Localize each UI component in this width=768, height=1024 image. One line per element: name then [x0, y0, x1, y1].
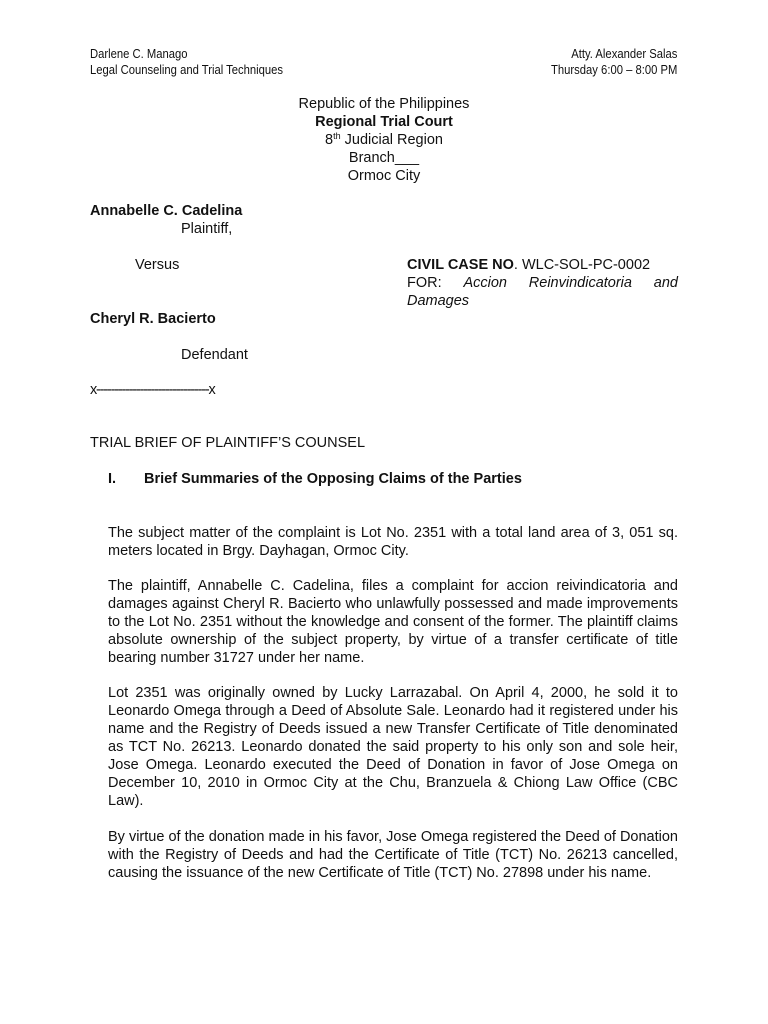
- header-instructor: Atty. Alexander Salas: [570, 47, 677, 61]
- case-for-line: [407, 274, 678, 292]
- court-region-suffix: th: [333, 131, 341, 141]
- plaintiff-name: Annabelle C. Cadelina: [90, 203, 243, 219]
- brief-title: TRIAL BRIEF OF PLAINTIFF’S COUNSEL: [90, 435, 366, 451]
- court-region-number: 8: [325, 132, 334, 148]
- court-region: [0, 131, 768, 149]
- header-schedule: Thursday 6:00 – 8:00 PM: [550, 63, 677, 77]
- section-number: I.: [108, 471, 117, 487]
- case-for-word-1: Accion: [463, 275, 507, 291]
- case-for-word-3: and: [653, 275, 678, 291]
- header-author: Darlene C. Manago: [90, 47, 188, 61]
- case-for-word-2: Reinvindicatoria: [528, 275, 632, 291]
- case-number-line: [407, 256, 678, 274]
- court-branch: Branch___: [348, 150, 420, 166]
- court-republic: Republic of the Philippines: [298, 96, 470, 112]
- case-number: . WLC-SOL-PC-0002: [513, 257, 651, 273]
- defendant-name: Cheryl R. Bacierto: [90, 311, 216, 327]
- header-right: [551, 46, 677, 78]
- case-for-label: FOR:: [407, 275, 442, 291]
- paragraph-donation-registration: By virtue of the donation made in his favor, Jose Omega registered the Deed of Donation with the Registry of Deeds and had the Certificate of Title (TCT) No. 26213 cancelled, causing the issuance of the new Certificate of Title (TCT) No. 27898 under his name.: [108, 829, 678, 881]
- paragraph-subject-matter: The subject matter of the complaint is Lot No. 2351 with a total land area of 3, 051 sq. meters located in Brgy. Dayhagan, Ormoc City.: [108, 525, 678, 559]
- case-info: [407, 256, 678, 310]
- header-left: [90, 46, 283, 78]
- court-name: Regional Trial Court: [315, 114, 453, 130]
- section-title: Brief Summaries of the Opposing Claims of the Parties: [144, 471, 522, 487]
- plaintiff-role: Plaintiff,: [181, 221, 233, 237]
- court-region-text: Judicial Region: [340, 132, 443, 148]
- header-course: Legal Counseling and Trial Techniques: [90, 63, 284, 77]
- defendant-role: Defendant: [181, 347, 248, 363]
- case-label: CIVIL CASE NO: [407, 257, 514, 273]
- court-city: Ormoc City: [347, 168, 421, 184]
- versus-label: Versus: [135, 257, 180, 273]
- paragraph-property-history: Lot 2351 was originally owned by Lucky Larrazabal. On April 4, 2000, he sold it to Leonardo Omega through a Deed of Absolute Sale. Leonardo had it registered under his name and the Registry of Deeds issued a new Transfer Certificate of Title denominated as TCT No. 26213. Leonardo donated the said property to his only son and sole heir, Jose Omega. Leonardo executed the Deed of Donation in favor of Jose Omega on December 10, 2010 in Ormoc City at the Chu, Branzuela & Chiong Law Office (CBC Law).: [108, 685, 678, 809]
- paragraph-plaintiff-claim: The plaintiff, Annabelle C. Cadelina, files a complaint for accion reivindicatoria and damages against Cheryl R. Bacierto who unlawfully possessed and made improvements to the Lot No. 2351 without the knowledge and consent of the former. The plaintiff claims absolute ownership of the subject property, by virtue of a transfer certificate of title bearing number 31727 under her name.: [108, 578, 678, 666]
- caption-divider: x-------------------------------x: [90, 382, 215, 398]
- case-for-word-4: Damages: [407, 293, 470, 309]
